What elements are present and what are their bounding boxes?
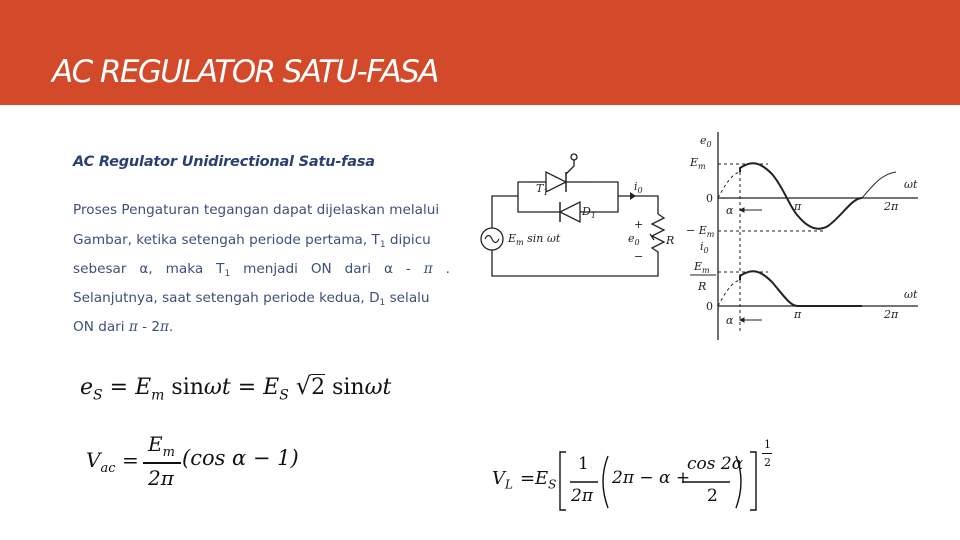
paragraph-subscript: 1 (379, 298, 386, 308)
t1-label: $T_1$ (536, 182, 549, 197)
eq-symbol: V (86, 448, 101, 472)
eq-symbol: E (135, 375, 152, 400)
omega-t-label-lower: ωt (904, 288, 918, 301)
r-label: R (666, 234, 675, 247)
minus-label: − (634, 250, 644, 263)
lower-dashed-sine (718, 280, 740, 306)
wire (518, 196, 550, 212)
vl-equals: = (520, 468, 536, 489)
em-r-numerator: $E_m$ (694, 260, 710, 275)
eq-subscript: m (151, 387, 165, 404)
vac-denominator: 2π (148, 466, 174, 490)
paragraph-text: Selanjutnya, saat setengah periode kedua, D (73, 290, 380, 306)
thyristor-symbol (546, 172, 566, 192)
paragraph-line-5 (73, 317, 450, 337)
paragraph-text: . (168, 319, 174, 335)
paragraph-word: α (383, 261, 393, 277)
eq-number: 2 (311, 375, 326, 400)
alpha-label-lower: α (726, 314, 734, 327)
paragraph-line-2 (73, 230, 450, 250)
eq-subscript: S (93, 387, 103, 404)
upper-dashed-sine (718, 172, 740, 198)
eq-symbol: ωt (364, 375, 392, 400)
paragraph-subscript: 1 (379, 240, 386, 250)
arrow-head-icon (740, 208, 744, 212)
paragraph-text: ON dari (73, 319, 129, 335)
right-bracket (750, 452, 756, 510)
paragraph-line-1 (73, 200, 450, 220)
vl-cos-numerator: cos 2α (687, 454, 744, 474)
paragraph-text: Gambar, ketika setengah periode pertama, T (73, 232, 380, 248)
paragraph-word: α, (139, 261, 153, 277)
em-r-denominator: R (698, 280, 707, 293)
paragraph-word: ON (310, 261, 332, 277)
paragraph-text: Proses Pengaturan tegangan dapat dijelaskan melalui (73, 202, 440, 218)
wire (586, 182, 658, 214)
pi-label-lower: π (794, 308, 802, 321)
paragraph-text: dipicu (385, 232, 431, 248)
e0-axis-label: $e_0$ (700, 134, 712, 149)
wire (492, 182, 534, 228)
output-voltage-waveform (740, 163, 862, 229)
paragraph-word: . (445, 261, 450, 277)
slide-title: AC REGULATOR SATU-FASA (52, 54, 438, 90)
resistor-symbol (652, 214, 664, 258)
vl-cos-denominator: 2 (707, 486, 718, 506)
two-pi-label-upper: 2π (884, 200, 899, 213)
vac-numerator: $E_m$ (148, 432, 175, 460)
neg-em-label: − $E_m$ (686, 224, 715, 239)
paragraph-word: - (405, 261, 411, 277)
eq-function: sin (171, 375, 204, 400)
paragraph-word: menjadi (243, 261, 298, 277)
eq-subscript: ac (100, 461, 116, 476)
arrow-head-icon (740, 318, 744, 322)
plus-label: + (634, 218, 644, 231)
paragraph-text: π (128, 319, 138, 335)
vl-one: 1 (578, 454, 589, 474)
eq-function: sin (332, 375, 365, 400)
paragraph-word: dari (344, 261, 371, 277)
paragraph-line-4 (73, 288, 450, 308)
two-pi-label-lower: 2π (884, 308, 899, 321)
paragraph-word: π (423, 261, 433, 277)
diode-symbol (560, 202, 580, 222)
vl-lhs: $V_L$ (492, 468, 513, 492)
paragraph-text: selalu (385, 290, 430, 306)
source-voltage-equation (80, 372, 391, 403)
gate-terminal (571, 154, 577, 160)
e0-label: $e_0$ (628, 232, 640, 247)
i0-axis-label: $i_0$ (700, 240, 709, 255)
vac-equals: = (122, 448, 139, 472)
d1-label: $D_1$ (582, 205, 596, 220)
vac-parenthesis: (cos α − 1) (182, 446, 299, 470)
paragraph-subscript: 1 (224, 269, 231, 279)
vac-lhs (86, 448, 115, 476)
alpha-label-upper: α (726, 204, 734, 217)
current-arrow-icon (630, 192, 636, 200)
waveform-diagram (686, 128, 926, 342)
section-subtitle: AC Regulator Unidirectional Satu-fasa (73, 154, 375, 170)
zero-label-lower: 0 (706, 300, 713, 313)
vac-fraction-bar (143, 462, 181, 464)
source-label: $E_m$ sin ωt (508, 232, 561, 247)
paragraph-word (216, 259, 230, 279)
paragraph-word: maka (165, 261, 204, 277)
upper-sine-continuation (862, 172, 896, 198)
eq-symbol: E (263, 375, 280, 400)
paragraph-line-3 (73, 259, 450, 279)
em-label: $E_m$ (690, 156, 706, 171)
sqrt-icon: √ (295, 372, 312, 400)
eq-symbol: ωt (203, 375, 231, 400)
vl-middle-terms: 2π − α + (612, 468, 691, 488)
vl-two-pi: 2π (571, 486, 593, 506)
vl-exponent-denominator: 2 (764, 456, 771, 469)
i0-label: $i_0$ (634, 180, 643, 195)
left-bracket (560, 452, 566, 510)
eq-subscript: S (279, 387, 289, 404)
paragraph-word: sebesar (73, 261, 127, 277)
circuit-diagram (478, 148, 676, 280)
paragraph-text: - 2 (137, 319, 160, 335)
vl-es: $E_S$ (535, 468, 557, 492)
vl-exponent-numerator: 1 (764, 438, 771, 451)
gate-lead (566, 160, 574, 174)
paragraph-text: T (216, 261, 225, 277)
output-current-waveform (740, 271, 798, 306)
left-paren (603, 456, 608, 508)
eq-symbol: e (80, 375, 94, 400)
pi-label-upper: π (794, 200, 802, 213)
title-bar (0, 0, 960, 105)
zero-label-upper: 0 (706, 192, 713, 205)
vl-exponent-bar (762, 453, 772, 454)
eq-operator: = (109, 375, 129, 400)
omega-t-label-upper: ωt (904, 178, 918, 191)
paragraph-text: π (159, 319, 169, 335)
eq-operator: = (237, 375, 257, 400)
